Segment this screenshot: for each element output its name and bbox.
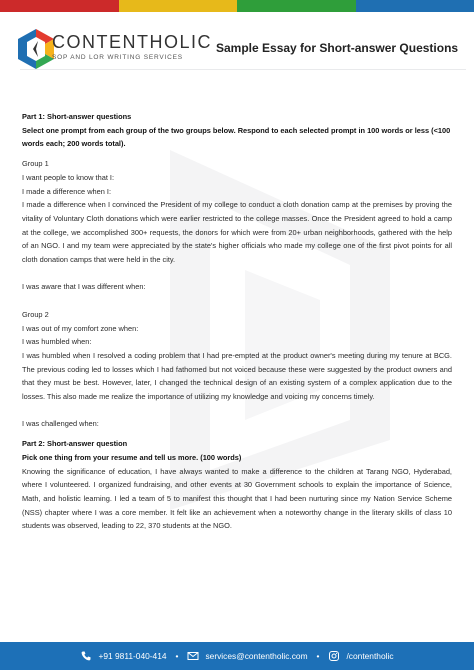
instagram-icon xyxy=(328,650,340,662)
top-bar-blue xyxy=(356,0,474,12)
logo-name: CONTENTHOLIC xyxy=(52,32,213,52)
part1-heading: Part 1: Short-answer questions xyxy=(22,112,132,121)
prompt-want-people-know: I want people to know that I: xyxy=(22,172,115,182)
top-bar-yellow xyxy=(119,0,238,12)
part2-heading: Part 2: Short-answer question xyxy=(22,439,128,449)
group1-label: Group 1 xyxy=(22,159,49,169)
phone-icon xyxy=(80,650,92,662)
prompt-humbled: I was humbled when: xyxy=(22,337,92,347)
email-icon xyxy=(187,650,199,662)
top-bar-green xyxy=(237,0,356,12)
part1-instruction: Select one prompt from each group of the two groups below. Respond to each selected prompt in 100 words or less (<100 words each; 200 words total). xyxy=(22,125,451,149)
logo-wordmark xyxy=(52,32,212,61)
document-title: Sample Essay for Short-answer Questions xyxy=(216,41,459,55)
prompt-comfort-zone: I was out of my comfort zone when: xyxy=(22,323,139,333)
top-bar-red xyxy=(0,0,119,12)
contentholic-logo-icon xyxy=(16,28,56,70)
logo-tagline: SOP AND LOR WRITING SERVICES xyxy=(52,54,183,61)
prompt-aware-different: I was aware that I was different when: xyxy=(22,282,146,292)
top-color-bar xyxy=(0,0,474,12)
prompt-challenged: I was challenged when: xyxy=(22,419,99,429)
prompt-made-difference: I made a difference when I: xyxy=(22,186,112,196)
footer-separator: • xyxy=(316,651,320,661)
answer-humbled: I was humbled when I resolved a coding problem that I had pre-empted at the product owner's meeting during my tenure at BCG. The previous coding led to losses which I had fathomed but not voiced because these were suggested by the product owners and that they must be best. However, later, I changed the technical design of an existing system of a complex application due to the losses. This also made me realize the importance of utilizing my knowledge and voicing my concerns timely. xyxy=(22,350,452,402)
essay-content xyxy=(22,110,452,533)
part2-instruction: Pick one thing from your resume and tell us more. (100 words) xyxy=(22,452,242,462)
part2-answer: Knowing the significance of education, I have always wanted to make a difference to the children at Tarang NGO, Hyderabad, where I volunteered. I organized fundraising, and other events at 30 Government schools to explain the importance of Science, Math, and holistic learning. I led a team of 5 to manifest this thought that I had been nurturing since my Nation Service Scheme (NSS) chapter where I was a core member. It felt like an achievement when a noteworthy change in the literary skills of class 10 students was observed, leading to 22, 370 students at the NGO. xyxy=(22,466,452,531)
group2-label: Group 2 xyxy=(22,309,49,319)
footer-separator: • xyxy=(175,651,179,661)
header-divider xyxy=(20,69,466,70)
answer-made-difference: I made a difference when I convinced the President of my college to conduct a cloth donation camp at the premises by proving the vitality of Voluntary Cloth donations which were earlier restricted to the college masses. Once the President agreed to hold a camp at the college, we accomplished 300+ requests, the donors for which were from 20+ urban neighborhoods, gathered with the help of an NGO. I and my team were appreciated by the state's higher officials who made my college one of the first pivot points for all cloth donation camps that were held in the city. xyxy=(22,200,452,265)
footer-phone[interactable]: +91 9811-040-414 xyxy=(98,651,167,661)
footer-email[interactable]: services@contentholic.com xyxy=(205,651,308,661)
footer-instagram[interactable]: /contentholic xyxy=(346,651,394,661)
footer-contact-bar xyxy=(0,642,474,670)
